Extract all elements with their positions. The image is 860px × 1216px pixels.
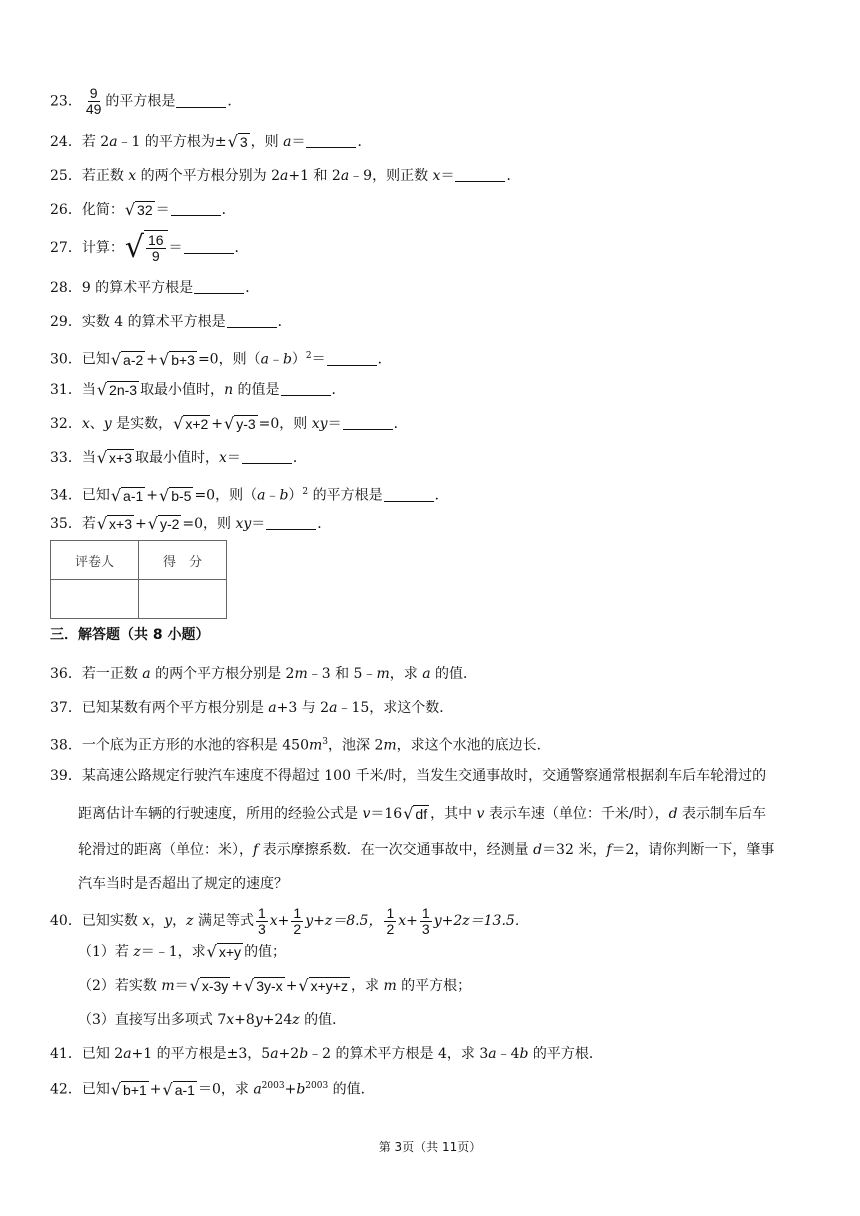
score-cell[interactable] [139, 580, 227, 619]
sqrt: √ b-5 [159, 485, 192, 505]
answer-blank[interactable] [384, 487, 434, 502]
question-26: 26．化简： √ 32 ＝ ． [50, 200, 236, 219]
fraction: $\frac{1}{3}$ [257, 904, 266, 937]
fraction: $\frac{1}{2}$ [293, 904, 302, 937]
question-27: 27．计算： √ $\frac{16}{9}$ ＝ ． [50, 230, 249, 265]
answer-blank[interactable] [194, 279, 244, 294]
sqrt: √ $\frac{16}{9}$ [125, 230, 168, 266]
question-34: 34．已知 √ a-1 + √ b-5 =0，则（a﹣b）$^2$ 的平方根是 ． [50, 485, 449, 505]
question-28: 28．9 的算术平方根是 ． [50, 280, 260, 296]
answer-blank[interactable] [281, 381, 331, 396]
sqrt: √ 3y-x [244, 976, 283, 995]
question-39-line-2: 距离估计车辆的行驶速度，所用的经验公式是 v＝16 √ df ，其中 v 表示车速（单位：千米/时），d 表示制车后车 [78, 804, 767, 823]
question-41: 41．已知 2a+1 的平方根是±3，5a+2b﹣2 的算术平方根是 4，求 3a﹣4b 的平方根． [50, 1046, 603, 1062]
question-40-part-3: （3）直接写出多项式 7x+8y+24z 的值． [78, 1012, 347, 1028]
fraction: $\frac{9}{49}$ [85, 85, 102, 117]
answer-blank[interactable] [455, 167, 505, 182]
answer-blank[interactable] [184, 239, 234, 254]
answer-blank[interactable] [227, 313, 277, 328]
question-36: 36．若一正数 a 的两个平方根分别是 2m﹣3 和 5﹣m，求 a 的值． [50, 666, 477, 682]
question-40-part-1: （1）若 z＝﹣1，求 √ x+y 的值； [78, 942, 287, 961]
sqrt: √ x+2 [173, 414, 209, 433]
score-header: 得 分 [139, 541, 227, 580]
question-40-part-2: （2）若实数 m＝ √ x-3y + √ 3y-x + √ x+y+z ，求 m 的平方根； [78, 976, 472, 995]
question-29: 29．实数 4 的算术平方根是 ． [50, 314, 292, 330]
sqrt: √ y-2 [147, 514, 180, 533]
answer-blank[interactable] [306, 133, 356, 148]
question-25: 25．若正数 x 的两个平方根分别为 2a+1 和 2a﹣9，则正数 x＝ ． [50, 168, 521, 184]
question-40: 40．已知实数 x，y，z 满足等式 $\frac{1}{3}$ x+ $\frac{1}{2}$ y+z＝8.5， $\frac{1}{2}$ x+ $\frac{1}{3}$ y+2z＝13.5． [50, 904, 529, 937]
question-23: 23． $\frac{9}{49}$ 的平方根是 ． [50, 85, 242, 117]
sqrt: √ a-2 [110, 349, 144, 369]
answer-blank[interactable] [171, 201, 221, 216]
grader-header: 评卷人 [51, 541, 139, 580]
sqrt: √ df [403, 804, 428, 823]
question-30: 30．已知 √ a-2 + √ b+3 =0，则（a﹣b）$^2$＝ ． [50, 349, 392, 369]
fraction: $\frac{1}{3}$ [421, 904, 430, 937]
answer-blank[interactable] [266, 515, 316, 530]
answer-blank[interactable] [242, 449, 292, 464]
sqrt: √ a-1 [110, 485, 144, 505]
question-39-line-3: 轮滑过的距离（单位：米），f 表示摩擦系数．在一次交通事故中，经测量 d＝32 米，f＝2，请你判断一下，肇事 [78, 842, 775, 858]
grader-cell[interactable] [51, 580, 139, 619]
sqrt: √ 32 [124, 200, 153, 219]
page-footer: 第 3页（共 11页） [378, 1140, 482, 1154]
sqrt: √ x+3 [96, 448, 132, 467]
sqrt: √ x+y [206, 942, 242, 961]
question-35: 35．若 √ x+3 + √ y-2 =0，则 xy＝ ． [50, 514, 332, 533]
sqrt: √ b+3 [159, 349, 195, 369]
question-24: 24．若 2a﹣1 的平方根为± √ 3 ，则 a＝ ． [50, 132, 372, 151]
sqrt: √ a-1 [162, 1079, 195, 1099]
question-31: 31．当 √ 2n-3 取最小值时，n 的值是 ． [50, 380, 346, 399]
sqrt: √ x+3 [96, 514, 132, 533]
sqrt: √ x+y+z [298, 976, 348, 995]
question-37: 37．已知某数有两个平方根分别是 a+3 与 2a﹣15，求这个数． [50, 700, 454, 716]
question-32: 32．x、y 是实数， √ x+2 + √ y-3 =0，则 xy＝ ． [50, 414, 408, 433]
question-42: 42．已知 √ b+1 + √ a-1 ＝0，求 $a^{2003}+b^{2003}$ 的值． [50, 1079, 375, 1099]
sqrt: √ y-3 [224, 414, 256, 433]
sqrt: √ 2n-3 [96, 380, 138, 399]
question-33: 33．当 √ x+3 取最小值时，x＝ ． [50, 448, 307, 467]
answer-blank[interactable] [343, 415, 393, 430]
answer-blank[interactable] [176, 93, 226, 108]
sqrt: √ 3 [227, 132, 248, 151]
score-table [50, 540, 227, 619]
sqrt: √ x-3y [189, 976, 229, 995]
answer-blank[interactable] [327, 351, 377, 366]
sqrt: √ b+1 [110, 1079, 147, 1099]
question-39-line-4: 汽车当时是否超出了规定的速度？ [78, 876, 288, 892]
question-38: 38．一个底为正方形的水池的容积是 $450m^3$，池深 2m，求这个水池的底边长． [50, 737, 551, 754]
section-heading: 三．解答题（共 8 小题） [50, 627, 210, 643]
fraction: $\frac{1}{2}$ [386, 904, 395, 937]
question-39: 39．某高速公路规定行驶汽车速度不得超过 100 千米/时，当发生交通事故时，交通警察通常根据刹车后车轮滑过的 [50, 768, 767, 784]
